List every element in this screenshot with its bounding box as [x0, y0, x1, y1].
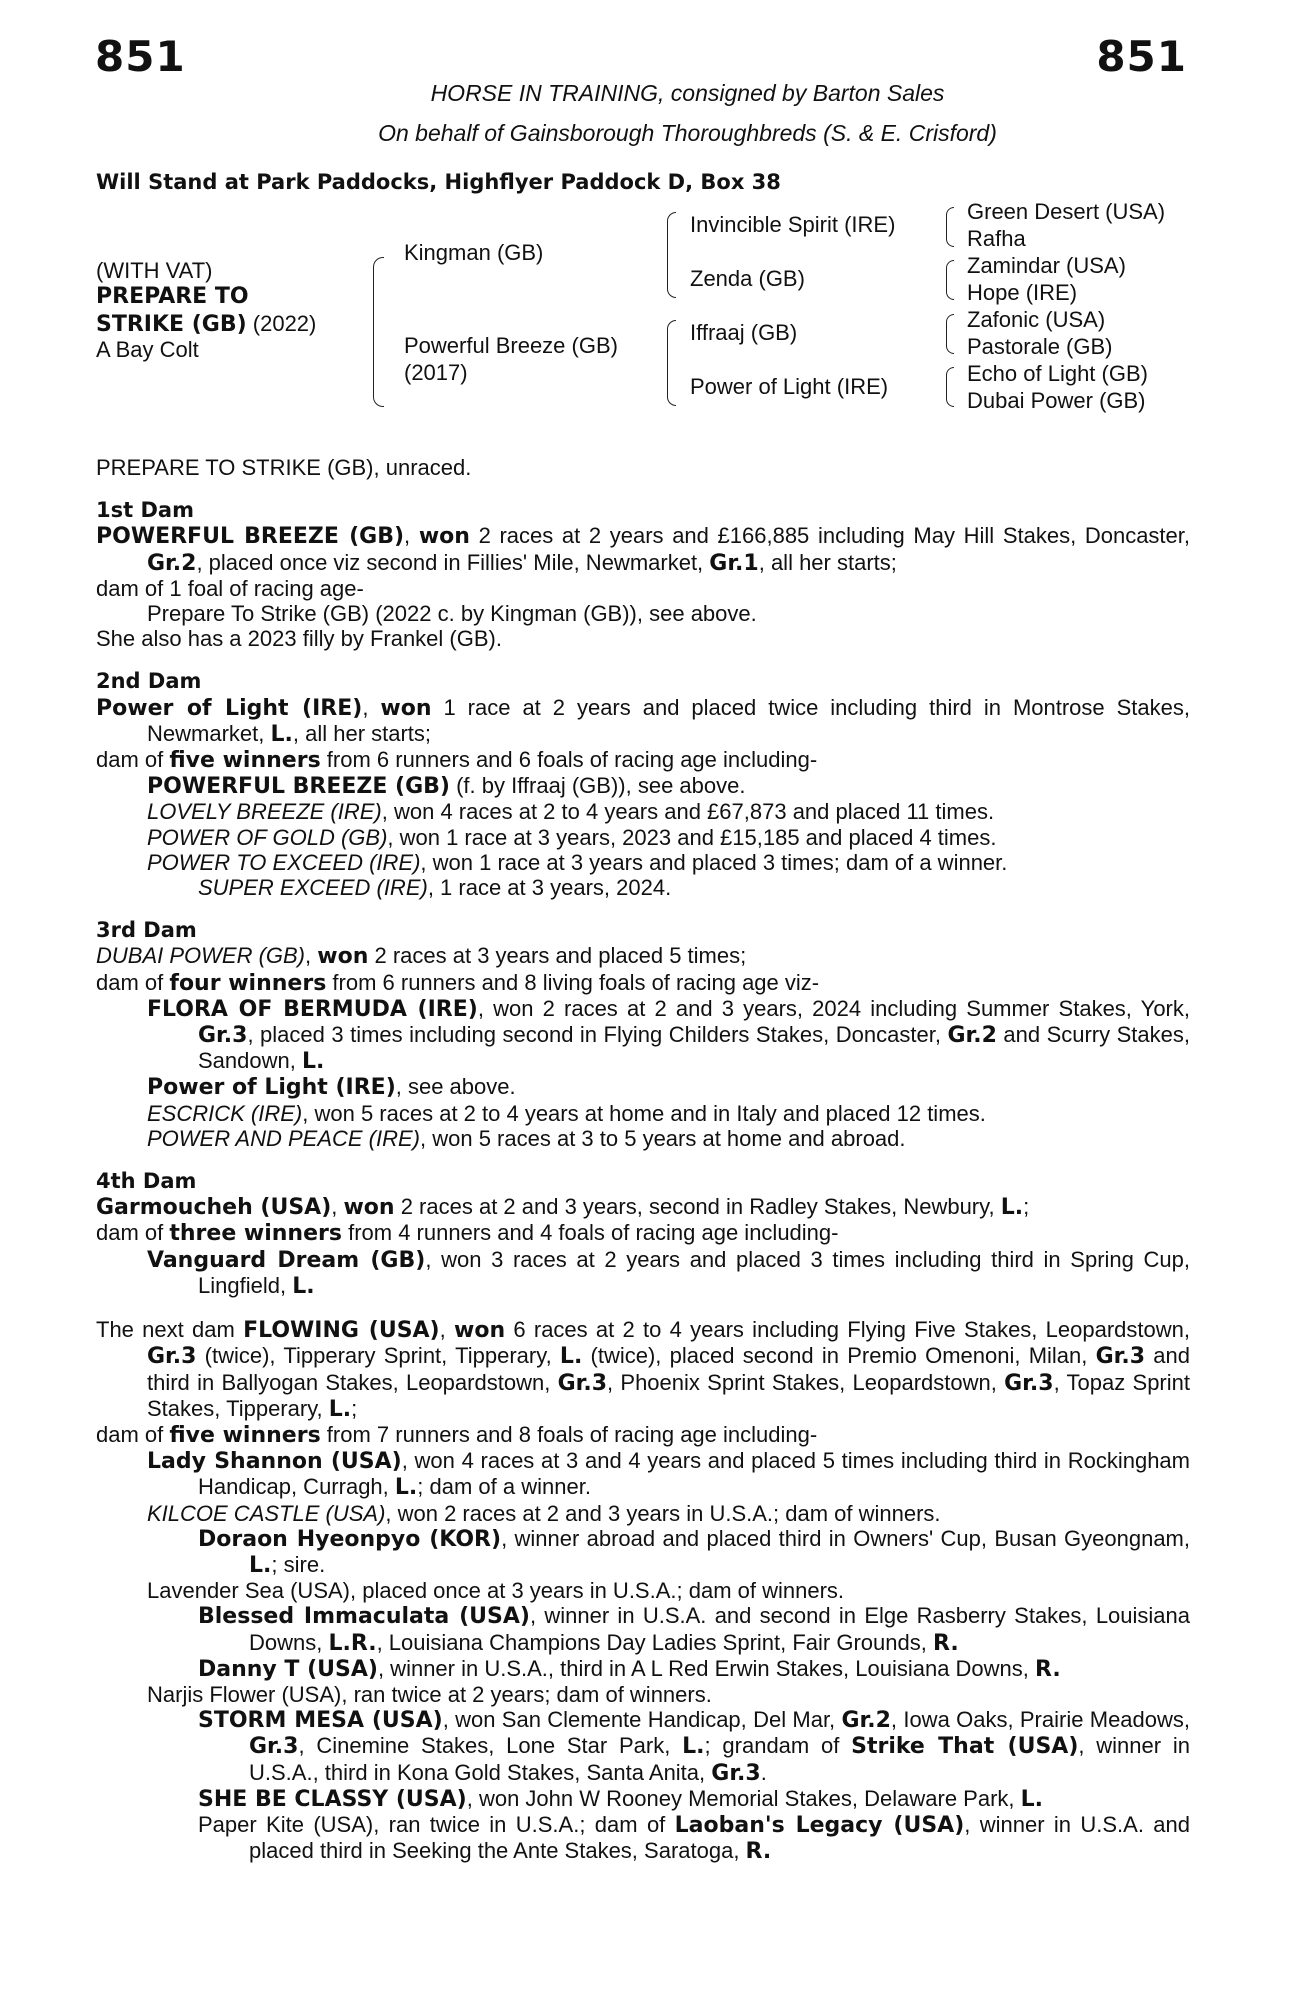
produce-name: Doraon Hyeonpyo (KOR) [198, 1526, 502, 1552]
brace-sire [667, 212, 676, 298]
ssd: Rafha [967, 226, 1026, 251]
produce-name: KILCOE CASTLE (USA) [147, 1500, 386, 1526]
stand-location: Will Stand at Park Paddocks, Highflyer Paddock D, Box 38 [96, 170, 781, 194]
grade: R. [745, 1839, 772, 1865]
dam2-name: Power of Light (IRE) [96, 695, 363, 721]
produce-item [96, 1786, 1190, 1812]
produce-name: LOVELY BREEZE (IRE) [147, 799, 382, 825]
brace-main [373, 257, 384, 407]
grade: Gr.3 [198, 1023, 248, 1049]
text: from 6 runners and 6 foals of racing age including- [320, 747, 818, 773]
text: , placed 3 times including second in Flying Childers Stakes, Doncaster, [247, 1022, 948, 1048]
sds: Zamindar (USA) [967, 253, 1126, 278]
text: , won 2 races at 2 and 3 years in U.S.A.; dam of winners. [385, 1500, 941, 1526]
produce-item [96, 850, 1190, 875]
produce-name: ESCRICK (IRE) [147, 1100, 303, 1126]
produce-name: Danny T (USA) [198, 1656, 378, 1682]
dam3-record: DUBAI POWER (GB), won 2 races at 3 years and placed 5 times; [96, 943, 747, 970]
dam1-name: POWERFUL BREEZE (GB) [96, 524, 405, 550]
grade: Gr.1 [709, 550, 759, 576]
grade: L. [1020, 1786, 1044, 1812]
dam3-damof [96, 970, 1190, 996]
dam1-also: She also has a 2023 filly by Frankel (GB). [96, 626, 502, 652]
produce-name: SUPER EXCEED (IRE) [198, 875, 428, 901]
produce-name: POWERFUL BREEZE (GB) [147, 774, 450, 800]
text: from 7 runners and 8 foals of racing age including- [320, 1421, 818, 1447]
text: and Scurry Stakes, Sandown, [198, 1022, 1190, 1074]
produce-name: SHE BE CLASSY (USA) [198, 1786, 467, 1812]
horse-description: A Bay Colt [96, 337, 199, 362]
horse-name-line2 [96, 311, 316, 338]
produce-name: FLORA OF BERMUDA (IRE) [147, 996, 478, 1022]
winners-count: three winners [169, 1221, 342, 1247]
sss: Green Desert (USA) [967, 199, 1166, 224]
text: , won 5 races at 2 to 4 years at home and in Italy and placed 12 times. [302, 1100, 986, 1126]
text: . [760, 1759, 767, 1785]
produce-item: Lavender Sea (USA), placed once at 3 years in U.S.A.; dam of winners. [147, 1578, 845, 1604]
dam1-foal: Prepare To Strike (GB) (2022 c. by Kingman (GB)), see above. [147, 601, 757, 627]
text: ; sire. [271, 1551, 326, 1577]
produce-item [96, 1101, 1190, 1126]
dds: Echo of Light (GB) [967, 361, 1148, 386]
grade: L. [394, 1475, 418, 1501]
text: The next dam [96, 1317, 244, 1343]
text: , Phoenix Sprint Stakes, Leopardstown, [607, 1369, 1005, 1395]
text: 1 race at 2 years and placed twice including third in Montrose Stakes, Newmarket, [147, 694, 1190, 746]
won-label: won [418, 524, 470, 550]
produce-item [96, 1526, 1190, 1578]
text: 6 races at 2 to 4 years including Flying Five Stakes, Leopardstown, [505, 1317, 1190, 1343]
grade: Gr.2 [841, 1708, 891, 1734]
text: , all her starts; [758, 549, 897, 575]
text: ; [351, 1395, 358, 1421]
grade: Gr.3 [711, 1760, 761, 1786]
text: , won 4 races at 2 to 4 years and £67,873 and placed 11 times. [381, 799, 995, 825]
text: ; [1023, 1194, 1030, 1220]
text: , winner in U.S.A., third in Kona Gold Stakes, Santa Anita, [249, 1733, 1190, 1785]
grade: Gr.3 [249, 1734, 299, 1760]
produce-item [96, 773, 1190, 799]
sire-dam: Zenda (GB) [690, 266, 805, 291]
produce-item [96, 1247, 1190, 1299]
brace-dd [946, 367, 954, 407]
dam2-damof [96, 747, 1190, 773]
brace-ss [946, 207, 954, 247]
produce-item [96, 825, 1190, 850]
text: dam of [96, 1220, 170, 1246]
brace-sd [946, 260, 954, 300]
grade: L. [292, 1273, 315, 1299]
produce-item [96, 799, 1190, 824]
dam3-name: DUBAI POWER (GB) [96, 943, 306, 969]
dam1-heading: 1st Dam [96, 498, 194, 523]
intro-line: PREPARE TO STRIKE (GB), unraced. [96, 455, 472, 480]
grade: Gr.3 [147, 1344, 197, 1370]
won-label: won [380, 695, 432, 721]
text: , won 1 race at 3 years, 2023 and £15,185 and placed 4 times. [387, 824, 997, 850]
dam: Powerful Breeze (GB) [404, 333, 618, 358]
text: 2 races at 2 years and £166,885 including May Hill Stakes, Doncaster, [469, 523, 1190, 549]
text: , all her starts; [292, 720, 432, 746]
text: dam of [96, 1421, 170, 1447]
text: Paper Kite (USA), ran twice in U.S.A.; dam of [198, 1811, 675, 1837]
winners-count: five winners [169, 1422, 321, 1448]
text: from 4 runners and 4 foals of racing age including- [341, 1220, 839, 1246]
dam4-heading: 4th Dam [96, 1169, 197, 1194]
text: , 1 race at 3 years, 2024. [427, 875, 672, 901]
grade: L. [682, 1734, 705, 1760]
text: 2 races at 3 years and placed 5 times; [368, 943, 747, 969]
produce-name: POWER AND PEACE (IRE) [147, 1125, 420, 1151]
horse-name: STRIKE (GB) [96, 312, 247, 337]
behalf-line: On behalf of Gainsborough Thoroughbreds (S. & E. Crisford) [378, 120, 997, 146]
grade: R. [932, 1630, 959, 1656]
grade: L. [249, 1552, 272, 1578]
next-dam-name: FLOWING (USA) [243, 1318, 440, 1344]
produce-name: POWER OF GOLD (GB) [147, 824, 388, 850]
grade: Gr.2 [947, 1023, 997, 1049]
grade: L. [270, 721, 293, 747]
text: , won 5 races at 3 to 5 years at home and abroad. [420, 1125, 906, 1151]
text: dam of [96, 747, 170, 773]
dam4-record: Garmoucheh (USA), won 2 races at 2 and 3 years, second in Radley Stakes, Newbury, L.; [96, 1194, 1030, 1221]
produce-item: Narjis Flower (USA), ran twice at 2 years; dam of winners. [147, 1681, 712, 1707]
produce-item [96, 1603, 1190, 1655]
produce-name: Power of Light (IRE) [147, 1075, 396, 1101]
catalogue-body [96, 455, 1190, 1864]
grade: Gr.3 [1004, 1370, 1054, 1396]
text: 2 races at 2 and 3 years, second in Radley Stakes, Newbury, [394, 1194, 1001, 1220]
next-damof [96, 1422, 1190, 1448]
brace-ds [946, 314, 954, 354]
text: , winner in U.S.A., third in A L Red Erwin Stakes, Louisiana Downs, [377, 1655, 1036, 1681]
grade: Gr.3 [1095, 1344, 1146, 1370]
text: , won San Clemente Handicap, Del Mar, [442, 1707, 842, 1733]
sdd: Hope (IRE) [967, 280, 1078, 305]
text: (twice), Tipperary Sprint, Tipperary, [196, 1343, 560, 1369]
produce-name: STORM MESA (USA) [198, 1708, 443, 1734]
dam-sire: Iffraaj (GB) [690, 320, 798, 345]
text: , Iowa Oaks, Prairie Meadows, [890, 1707, 1191, 1733]
text: , won 1 race at 3 years and placed 3 times; dam of a winner. [420, 849, 1008, 875]
text: , Louisiana Champions Day Ladies Sprint, Fair Grounds, [376, 1629, 933, 1655]
ddd: Dubai Power (GB) [967, 388, 1146, 413]
produce-item [96, 1707, 1190, 1786]
dam4-name: Garmoucheh (USA) [96, 1195, 332, 1221]
brace-dam [667, 320, 676, 406]
text: , winner abroad and placed third in Owners' Cup, Busan Gyeongnam, [501, 1525, 1190, 1551]
grand-produce-name: Strike That (USA) [851, 1734, 1079, 1760]
dsd: Pastorale (GB) [967, 334, 1113, 359]
won-label: won [454, 1318, 506, 1344]
grade: L. [1000, 1195, 1024, 1221]
grade: L.R. [328, 1630, 377, 1656]
produce-item [96, 1074, 1190, 1100]
winners-count: five winners [169, 748, 321, 774]
sire-sire: Invincible Spirit (IRE) [690, 212, 896, 237]
text: , winner in U.S.A. and placed third in Seeking the Ante Stakes, Saratoga, [249, 1811, 1190, 1864]
lot-number-left: 851 [95, 32, 186, 81]
text: , placed once viz second in Fillies' Mile, Newmarket, [196, 549, 710, 575]
produce-name: Vanguard Dream (GB) [147, 1247, 426, 1273]
produce-item [96, 1126, 1190, 1151]
dam2-record: Power of Light (IRE), won 1 race at 2 years and placed twice including third in Montrose Stakes, Newmarket, L., all her starts; [96, 694, 1190, 747]
text: ; grandam of [704, 1733, 852, 1759]
dam1-damof: dam of 1 foal of racing age- [96, 575, 364, 601]
produce-name: Laoban's Legacy (USA) [674, 1812, 965, 1838]
dam4-damof [96, 1220, 1190, 1246]
consignor-line: HORSE IN TRAINING, consigned by Barton Sales [430, 80, 945, 106]
dam-dam: Power of Light (IRE) [690, 374, 889, 399]
grade: Gr.3 [557, 1370, 608, 1396]
grade: L. [301, 1049, 325, 1075]
grade: L. [328, 1396, 352, 1422]
dss: Zafonic (USA) [967, 307, 1106, 332]
grade: L. [559, 1344, 583, 1370]
text: (twice), placed second in Premio Omenoni, Milan, [582, 1343, 1096, 1369]
text: , winner in U.S.A. and second in Elge Rasberry Stakes, Louisiana Downs, [249, 1603, 1190, 1655]
text: (f. by Iffraaj (GB)), see above. [449, 773, 746, 799]
produce-item [96, 1656, 1190, 1682]
produce-item [96, 1448, 1190, 1500]
text: , won John W Rooney Memorial Stakes, Delaware Park, [466, 1785, 1021, 1811]
next-dam-record: The next dam FLOWING (USA), won 6 races at 2 to 4 years including Flying Five Stakes, Leopardstown, Gr.3 (twice), Tipperary Sprint, Tipperary, L. (twice), placed second in Premio Omenoni, Milan, Gr.3 and third in Ballyogan Stakes, Leopardstown, Gr.3, Phoenix Sprint Stakes, Leopardstown, Gr.3, Topaz Sprint Stakes, Tipperary, L.; [96, 1317, 1190, 1422]
won-label: won [343, 1195, 395, 1221]
produce-item [96, 875, 1190, 900]
produce-item [96, 1812, 1190, 1864]
vat-note: (WITH VAT) [96, 258, 213, 283]
dam1-record: POWERFUL BREEZE (GB), won 2 races at 2 years and £166,885 including May Hill Stakes, Doncaster, Gr.2, placed once viz second in Fillies' Mile, Newmarket, Gr.1, all her starts; [96, 523, 1190, 576]
produce-name: Blessed Immaculata (USA) [198, 1604, 530, 1630]
winners-count: four winners [169, 970, 327, 996]
produce-item [96, 996, 1190, 1075]
text: dam of [96, 969, 170, 995]
text: , won 4 races at 3 and 4 years and placed 5 times including third in Rockingham Handicap, Curragh, [198, 1448, 1190, 1500]
dam-year: (2017) [404, 360, 468, 385]
text: , won 3 races at 2 years and placed 3 times including third in Spring Cup, Lingfield, [198, 1246, 1190, 1298]
dam3-heading: 3rd Dam [96, 918, 197, 943]
produce-name: Lady Shannon (USA) [147, 1449, 402, 1475]
text: ; dam of a winner. [417, 1474, 591, 1500]
produce-name: POWER TO EXCEED (IRE) [147, 849, 421, 875]
text: , see above. [395, 1074, 516, 1100]
lot-number-right: 851 [1096, 32, 1187, 81]
grade: R. [1035, 1656, 1061, 1682]
produce-item [96, 1501, 1190, 1526]
text: , Topaz Sprint Stakes, Tipperary, [147, 1369, 1190, 1421]
text: , Cinemine Stakes, Lone Star Park, [298, 1733, 683, 1759]
grade: Gr.2 [147, 550, 197, 576]
text: , won 2 races at 2 and 3 years, 2024 including Summer Stakes, York, [477, 995, 1190, 1021]
sire: Kingman (GB) [404, 240, 544, 265]
won-label: won [317, 944, 369, 970]
text: from 6 runners and 8 living foals of racing age viz- [326, 969, 820, 995]
horse-name-line1: PREPARE TO [96, 284, 249, 309]
horse-year: (2022) [246, 311, 317, 336]
text: and third in Ballyogan Stakes, Leopardstown, [147, 1343, 1190, 1395]
dam2-heading: 2nd Dam [96, 669, 202, 694]
